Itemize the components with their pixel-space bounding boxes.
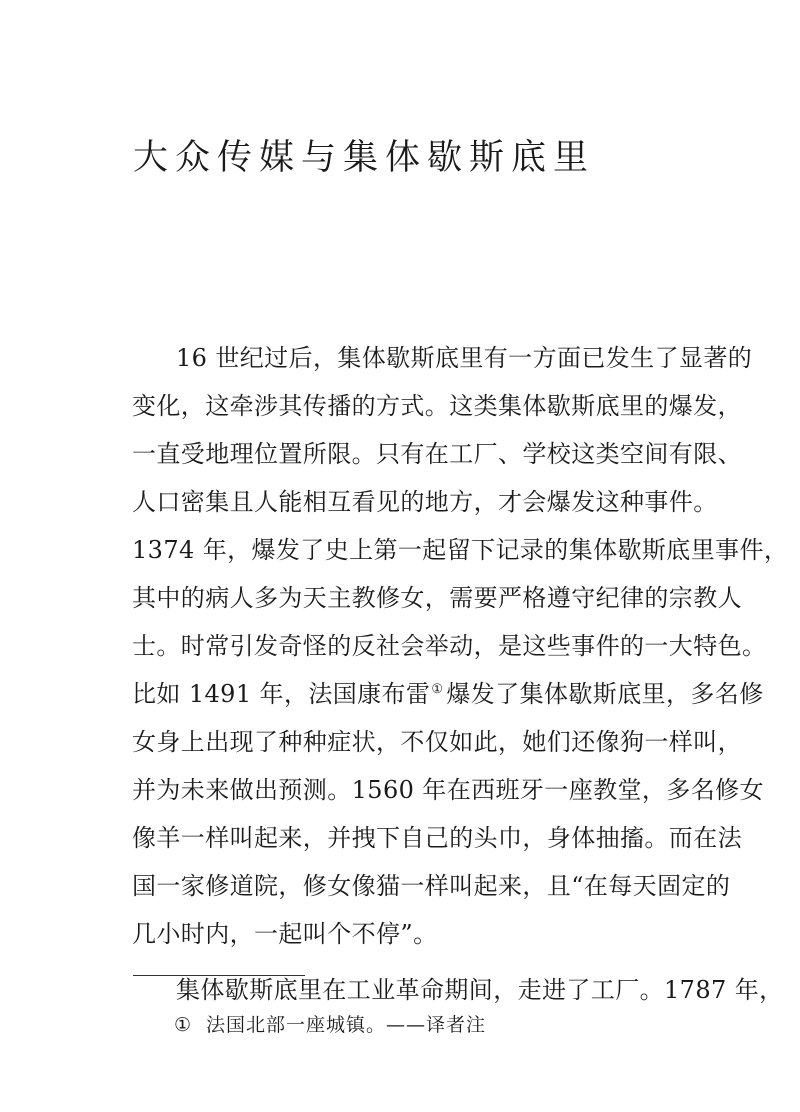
text-line: 集体歇斯底里在工业革命期间，走进了工厂。1787 年， <box>176 976 784 1004</box>
footnote-marker: ① <box>174 1014 193 1036</box>
text-line: 一直受地理位置所限。只有在工厂、学校这类空间有限、 <box>132 440 742 468</box>
footnote-reference[interactable]: ① <box>431 682 444 697</box>
text-line: 并为未来做出预测。1560 年在西班牙一座教堂，多名修女 <box>132 776 764 804</box>
footnote-text: 法国北部一座城镇。——译者注 <box>206 1014 487 1036</box>
body-text <box>132 334 789 1014</box>
text-line: 国一家修道院，修女像猫一样叫起来，且“在每天固定的 <box>132 872 731 900</box>
text-line: 变化，这牵涉其传播的方式。这类集体歇斯底里的爆发， <box>132 392 742 420</box>
text-line: 人口密集且人能相互看见的地方，才会爆发这种事件。 <box>132 488 718 516</box>
text-line-with-footnote <box>132 670 764 718</box>
footnote <box>174 1010 486 1040</box>
text-line: 士。时常引发奇怪的反社会举动，是这些事件的一大特色。 <box>132 632 767 660</box>
text-line: 16 世纪过后，集体歇斯底里有一方面已发生了显著的 <box>176 344 753 372</box>
paragraph-2 <box>132 966 784 1014</box>
chapter-title: 大众传媒与集体歇斯底里 <box>133 138 596 178</box>
text-line: 女身上出现了种种症状，不仅如此，她们还像狗一样叫， <box>132 728 742 756</box>
text-segment: 爆发了集体歇斯底里，多名修 <box>446 680 764 708</box>
text-line: 1374 年，爆发了史上第一起留下记录的集体歇斯底里事件， <box>132 536 789 564</box>
text-line: 几小时内，一起叫个不停”。 <box>132 920 438 948</box>
text-line: 像羊一样叫起来，并拽下自己的头巾，身体抽搐。而在法 <box>132 824 742 852</box>
footnote-divider <box>133 975 305 976</box>
paragraph-1 <box>132 334 789 958</box>
text-line: 其中的病人多为天主教修女，需要严格遵守纪律的宗教人 <box>132 584 742 612</box>
text-segment: 比如 1491 年，法国康布雷 <box>132 680 431 708</box>
